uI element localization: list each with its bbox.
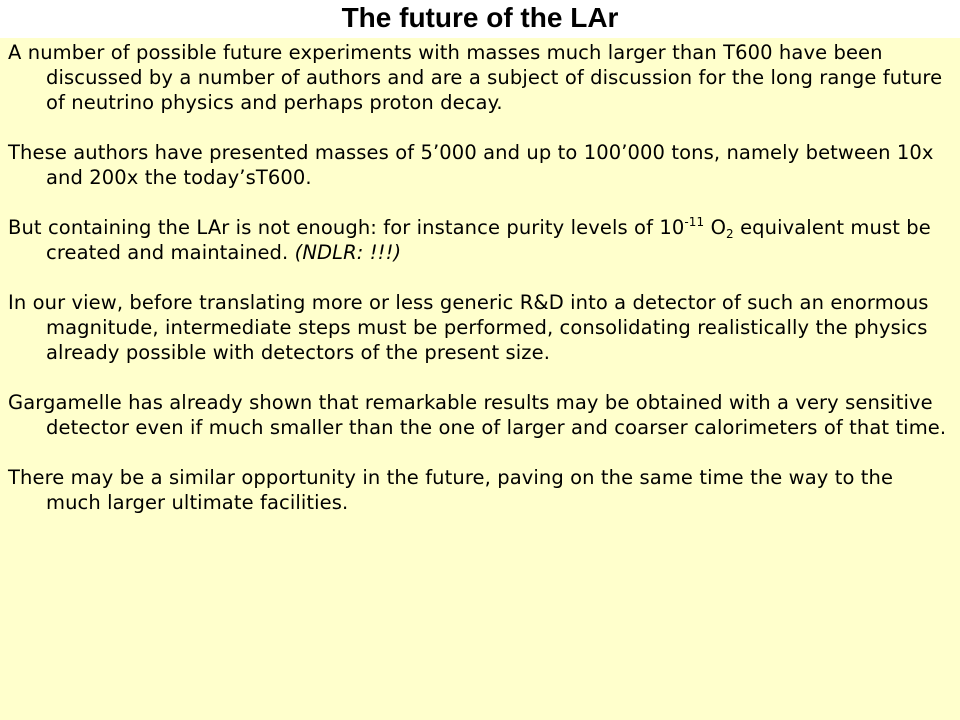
slide-title: The future of the LAr [341,2,619,33]
oxygen-symbol: O [704,216,727,239]
paragraph-intermediate-steps: In our view, before translating more or less generic R&D into a detector of such an enormous magnitude, intermediate steps must be performed, consolidating realistically the physics already possible with detectors of the present size. [8,291,929,364]
editor-note: (NDLR: !!!) [294,241,402,264]
slide-body [0,38,960,720]
purity-exponent: -11 [684,215,705,229]
purity-text: But containing the LAr is not enough: for instance purity levels of 10 [8,216,685,239]
paragraph-masses: These authors have presented masses of 5’000 and up to 100’000 tons, namely between 10x and 200x the today’sT600. [8,141,934,189]
paragraph-opportunity: There may be a similar opportunity in the future, paving on the same time the way to the much larger ultimate facilities. [8,466,894,514]
paragraph-gargamelle: Gargamelle has already shown that remarkable results may be obtained with a very sensitive detector even if much smaller than the one of larger and coarser calorimeters of that time. [8,391,947,439]
paragraph-future-experiments: A number of possible future experiments with masses much larger than T600 have been discussed by a number of authors and are a subject of discussion for the long range future of neutrino physics and perhaps proton decay. [8,41,943,114]
oxygen-subscript: 2 [726,227,734,241]
purity-text-end: equivalent must be created and maintained. [46,216,931,264]
paragraph-purity [8,215,952,265]
